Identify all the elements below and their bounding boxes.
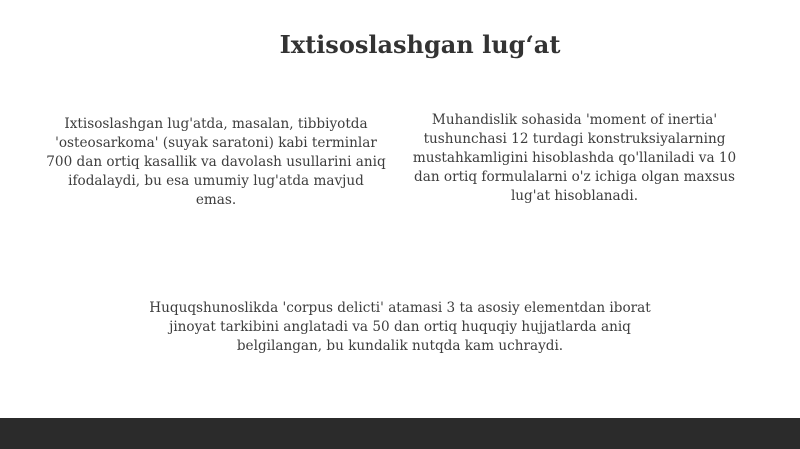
footer-bar xyxy=(0,418,800,449)
slide-title: Ixtisoslashgan lug‘at xyxy=(279,30,561,59)
paragraph-medicine: Ixtisoslashgan lug'atda, masalan, tibbiyotda 'osteosarkoma' (suyak saratoni) kabi terminlar 700 dan ortiq kasallik va davolash usullarini aniq ifodalaydi, bu esa umumiy lug'atda mavjud emas. xyxy=(46,116,386,208)
paragraph-law: Huquqshunoslikda 'corpus delicti' atamasi 3 ta asosiy elementdan iborat jinoyat tarkibini anglatadi va 50 dan ortiq huquqiy hujjatlarda aniq belgilangan, bu kundalik nutqda kam uchraydi. xyxy=(149,300,651,354)
paragraph-engineering: Muhandislik sohasida 'moment of inertia' tushunchasi 12 turdagi konstruksiyalarning mustahkamligini hisoblashda qo'llaniladi va 10 dan ortiq formulalarni o'z ichiga olgan maxsus lug'at hisoblanadi. xyxy=(412,112,737,204)
